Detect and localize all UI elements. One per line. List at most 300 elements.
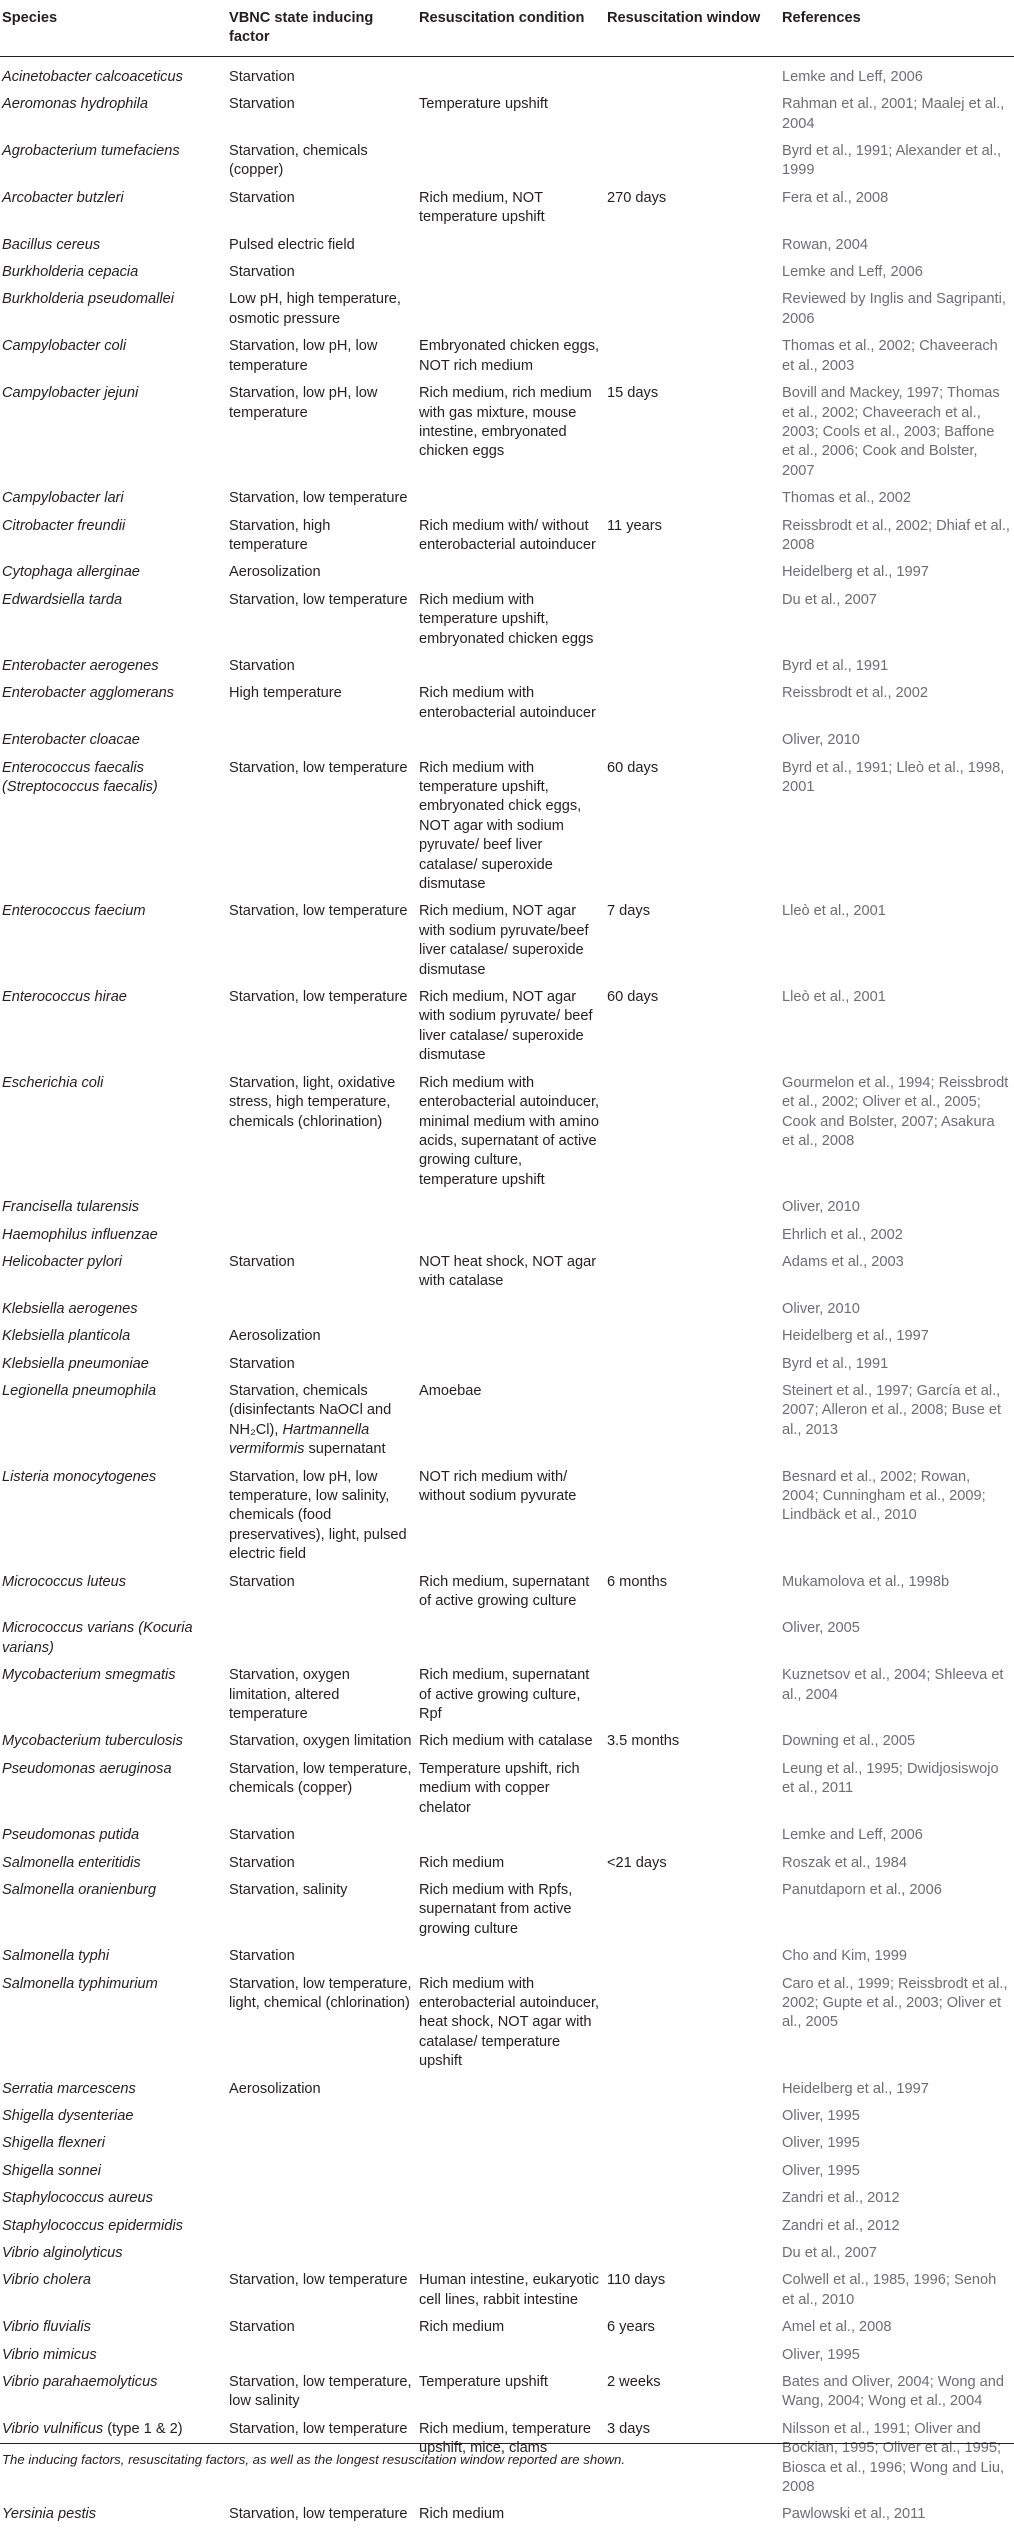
resuscitation-condition-cell (417, 56, 605, 91)
resuscitation-window-cell (605, 1971, 780, 2076)
species-cell: Enterococcus faecium (2, 903, 146, 920)
inducing-factor-cell: Starvation, chemicals (disinfectants NaOCl and NH₂Cl), Hartmannella vermiformis supernatant (229, 1382, 392, 1458)
table-row (0, 2130, 1014, 2157)
resuscitation-condition-cell: Amoebae (419, 1382, 482, 1399)
resuscitation-window-cell: 6 years (607, 2319, 655, 2336)
resuscitation-window-cell (605, 56, 780, 91)
species-cell: Vibrio cholera (2, 2272, 91, 2289)
resuscitation-condition-cell (417, 727, 605, 754)
resuscitation-condition-cell: Rich medium (419, 1854, 505, 1871)
table-row (0, 56, 1014, 91)
table-row (0, 1756, 1014, 1822)
resuscitation-window-cell (605, 1464, 780, 1569)
table-row (0, 1296, 1014, 1323)
table-row (0, 2076, 1014, 2103)
table-row (0, 653, 1014, 680)
resuscitation-condition-cell: Rich medium (419, 2506, 505, 2523)
table-row (0, 485, 1014, 512)
references-cell: Oliver, 2010 (782, 1199, 860, 1216)
inducing-factor-cell: Aerosolization (229, 2080, 321, 2097)
resuscitation-condition-cell: Rich medium with enterobacterial autoinducer, minimal medium with amino acids, supernatant of active growing culture, temperature upshift (419, 1074, 600, 1188)
species-cell: Mycobacterium smegmatis (2, 1667, 176, 1684)
table-row (0, 587, 1014, 653)
header-factor: VBNC state inducing factor (227, 0, 417, 56)
references-cell: Bates and Oliver, 2004; Wong and Wang, 2004; Wong et al., 2004 (782, 2374, 1005, 2410)
resuscitation-condition-cell (417, 1296, 605, 1323)
inducing-factor-cell: Starvation, low temperature (229, 2420, 408, 2437)
species-cell: Micrococcus luteus (2, 1573, 127, 1590)
references-cell: Thomas et al., 2002; Chaveerach et al., 2003 (782, 338, 998, 374)
inducing-factor-cell: Starvation (229, 1827, 295, 1844)
resuscitation-window-cell: 3.5 months (607, 1733, 680, 1750)
resuscitation-window-cell: 2 weeks (607, 2374, 661, 2391)
references-cell: Steinert et al., 1997; García et al., 2007; Alleron et al., 2008; Buse et al., 2013 (782, 1382, 1002, 1438)
table-footnote: The inducing factors, resuscitating factors, as well as the longest resuscitation window reported are shown. (2, 2452, 626, 2467)
references-cell: Lleò et al., 2001 (782, 989, 886, 1006)
species-cell: Vibrio vulnificus (type 1 & 2) (2, 2420, 183, 2437)
table-header (0, 0, 1014, 56)
species-cell: Acinetobacter calcoaceticus (2, 68, 183, 85)
table-row (0, 1971, 1014, 2076)
references-cell: Oliver, 2005 (782, 1620, 860, 1637)
resuscitation-condition-cell (417, 559, 605, 586)
table-row (0, 680, 1014, 727)
resuscitation-condition-cell (417, 2103, 605, 2130)
table-row (0, 559, 1014, 586)
table-row (0, 286, 1014, 333)
inducing-factor-cell (227, 2185, 417, 2212)
resuscitation-window-cell (605, 91, 780, 138)
resuscitation-condition-cell: Temperature upshift (419, 2374, 548, 2391)
resuscitation-condition-cell: Rich medium with temperature upshift, embryonated chicken eggs (419, 591, 594, 647)
references-cell: Reissbrodt et al., 2002 (782, 685, 929, 702)
table-row (0, 2314, 1014, 2341)
resuscitation-condition-cell (417, 1351, 605, 1378)
references-cell: Oliver, 1995 (782, 2162, 860, 2179)
table-row (0, 138, 1014, 185)
inducing-factor-cell: Pulsed electric field (229, 236, 355, 253)
table-row (0, 1323, 1014, 1350)
resuscitation-condition-cell (417, 2076, 605, 2103)
resuscitation-window-cell: 6 months (607, 1573, 668, 1590)
inducing-factor-cell (227, 2213, 417, 2240)
inducing-factor-cell (227, 1615, 417, 1662)
inducing-factor-cell: Starvation (229, 189, 295, 206)
species-cell: Shigella sonnei (2, 2162, 101, 2179)
header-condition: Resuscitation condition (417, 0, 605, 56)
header-window: Resuscitation window (605, 0, 780, 56)
resuscitation-condition-cell (417, 2213, 605, 2240)
inducing-factor-cell: Starvation, low temperature, low salinity (229, 2374, 412, 2410)
species-cell: Enterobacter aerogenes (2, 657, 159, 674)
inducing-factor-cell: Starvation (229, 2319, 295, 2336)
resuscitation-window-cell (605, 1296, 780, 1323)
table-row (0, 1378, 1014, 1464)
references-cell: Byrd et al., 1991; Lleò et al., 1998, 2001 (782, 759, 1005, 795)
table-row (0, 1822, 1014, 1849)
table-row (0, 333, 1014, 380)
resuscitation-window-cell (605, 333, 780, 380)
references-cell: Kuznetsov et al., 2004; Shleeva et al., 2004 (782, 1667, 1004, 1703)
resuscitation-condition-cell: NOT rich medium with/ without sodium pyvurate (419, 1468, 577, 1504)
table-row (0, 898, 1014, 984)
inducing-factor-cell: Starvation, salinity (229, 1881, 348, 1898)
resuscitation-condition-cell: Rich medium, NOT agar with sodium pyruvate/ beef liver catalase/ superoxide dismutase (419, 989, 593, 1064)
resuscitation-condition-cell (417, 2158, 605, 2185)
resuscitation-window-cell (605, 559, 780, 586)
species-cell: Cytophaga allerginae (2, 564, 140, 581)
inducing-factor-cell (227, 727, 417, 754)
resuscitation-condition-cell: Rich medium, NOT temperature upshift (419, 189, 545, 226)
table-row (0, 232, 1014, 259)
table-row (0, 1877, 1014, 1943)
inducing-factor-cell: Starvation, oxygen limitation (229, 1733, 412, 1750)
species-cell: Listeria monocytogenes (2, 1468, 157, 1485)
species-cell: Legionella pneumophila (2, 1382, 157, 1399)
inducing-factor-cell: High temperature (229, 685, 342, 702)
inducing-factor-cell (227, 2240, 417, 2267)
resuscitation-window-cell (605, 2501, 780, 2528)
species-cell: Arcobacter butzleri (2, 189, 124, 206)
resuscitation-window-cell: <21 days (607, 1854, 667, 1871)
species-cell: Vibrio mimicus (2, 2346, 97, 2363)
species-cell: Klebsiella pneumoniae (2, 1355, 149, 1372)
species-cell: Micrococcus varians (Kocuria varians) (2, 1620, 193, 1656)
table-row (0, 380, 1014, 485)
references-cell: Cho and Kim, 1999 (782, 1948, 907, 1965)
resuscitation-window-cell (605, 1222, 780, 1249)
references-cell: Heidelberg et al., 1997 (782, 564, 929, 581)
resuscitation-window-cell: 110 days (607, 2272, 666, 2289)
inducing-factor-cell: Aerosolization (229, 1328, 321, 1345)
resuscitation-window-cell (605, 1662, 780, 1728)
resuscitation-condition-cell (417, 2342, 605, 2369)
resuscitation-condition-cell: Rich medium, supernatant of active growing culture, Rpf (419, 1667, 590, 1723)
species-cell: Enterobacter cloacae (2, 732, 140, 749)
inducing-factor-cell: Starvation, low temperature (229, 989, 408, 1006)
species-cell: Enterococcus faecalis (Streptococcus faecalis) (2, 759, 158, 795)
inducing-factor-cell: Starvation (229, 1573, 295, 1590)
species-cell: Escherichia coli (2, 1074, 104, 1091)
resuscitation-condition-cell (417, 2185, 605, 2212)
resuscitation-condition-cell: Rich medium with enterobacterial autoinducer, heat shock, NOT agar with catalase/ temperature upshift (419, 1975, 600, 2070)
inducing-factor-cell: Starvation, low temperature (229, 759, 408, 776)
references-cell: Mukamolova et al., 1998b (782, 1573, 950, 1590)
resuscitation-window-cell (605, 2240, 780, 2267)
inducing-factor-cell: Starvation, low temperature (229, 591, 408, 608)
references-cell: Oliver, 1995 (782, 2107, 860, 2124)
resuscitation-condition-cell: Rich medium, temperature upshift, mice, clams (419, 2420, 591, 2457)
references-cell: Rahman et al., 2001; Maalej et al., 2004 (782, 96, 1005, 132)
references-cell: Panutdaporn et al., 2006 (782, 1881, 942, 1898)
inducing-factor-cell: Starvation, low temperature (229, 2506, 408, 2523)
resuscitation-condition-cell: Rich medium with catalase (419, 1733, 593, 1750)
species-cell: Francisella tularensis (2, 1199, 140, 1216)
table-row (0, 1351, 1014, 1378)
references-cell: Heidelberg et al., 1997 (782, 1328, 929, 1345)
table-row (0, 259, 1014, 286)
inducing-factor-cell: Starvation, low pH, low temperature (229, 385, 378, 421)
inducing-factor-cell (227, 2103, 417, 2130)
references-cell: Oliver, 2010 (782, 1300, 860, 1317)
resuscitation-condition-cell: Rich medium (419, 2319, 505, 2336)
resuscitation-condition-cell (417, 1323, 605, 1350)
resuscitation-window-cell (605, 232, 780, 259)
table-row (0, 91, 1014, 138)
species-cell: Helicobacter pylori (2, 1253, 123, 1270)
references-cell: Reissbrodt et al., 2002; Dhiaf et al., 2008 (782, 517, 1010, 553)
references-cell: Byrd et al., 1991 (782, 1355, 889, 1372)
resuscitation-window-cell (605, 2103, 780, 2130)
references-cell: Adams et al., 2003 (782, 1253, 904, 1270)
species-cell: Shigella flexneri (2, 2135, 106, 2152)
inducing-factor-cell (227, 2342, 417, 2369)
references-cell: Besnard et al., 2002; Rowan, 2004; Cunningham et al., 2009; Lindbäck et al., 2010 (782, 1468, 986, 1524)
references-cell: Oliver, 1995 (782, 2135, 860, 2152)
references-cell: Thomas et al., 2002 (782, 490, 911, 507)
references-cell: Roszak et al., 1984 (782, 1854, 907, 1871)
species-cell: Enterococcus hirae (2, 989, 127, 1006)
references-cell: Caro et al., 1999; Reissbrodt et al., 2002; Gupte et al., 2003; Oliver et al., 2005 (782, 1975, 1008, 2031)
inducing-factor-cell: Starvation (229, 1948, 295, 1965)
references-cell: Leung et al., 1995; Dwidjosiswojo et al., 2011 (782, 1760, 999, 1797)
references-cell: Pawlowski et al., 2011 (782, 2506, 926, 2523)
resuscitation-condition-cell (417, 1194, 605, 1221)
resuscitation-condition-cell: Rich medium, NOT agar with sodium pyruvate/beef liver catalase/ superoxide dismutase (419, 903, 589, 978)
resuscitation-window-cell: 11 years (607, 517, 662, 534)
species-name-inline: Hartmannella vermiformis (229, 1421, 370, 1458)
references-cell: Fera et al., 2008 (782, 189, 889, 206)
inducing-factor-cell: Starvation (229, 1355, 295, 1372)
resuscitation-condition-cell (417, 1222, 605, 1249)
inducing-factor-cell: Starvation (229, 96, 295, 113)
species-cell: Vibrio parahaemolyticus (2, 2374, 158, 2391)
table-row (0, 2213, 1014, 2240)
species-qualifier: (type 1 & 2) (107, 2420, 183, 2437)
resuscitation-condition-cell (417, 138, 605, 185)
table-row (0, 2501, 1014, 2528)
resuscitation-window-cell (605, 2185, 780, 2212)
resuscitation-window-cell: 7 days (607, 903, 650, 920)
species-cell: Mycobacterium tuberculosis (2, 1733, 183, 1750)
inducing-factor-cell (227, 1222, 417, 1249)
resuscitation-window-cell (605, 1194, 780, 1221)
table-row (0, 2185, 1014, 2212)
species-cell: Staphylococcus epidermidis (2, 2217, 183, 2234)
species-cell: Bacillus cereus (2, 236, 101, 253)
resuscitation-window-cell (605, 1615, 780, 1662)
species-cell: Campylobacter jejuni (2, 385, 139, 402)
resuscitation-condition-cell: Temperature upshift, rich medium with copper chelator (419, 1760, 580, 1816)
references-cell: Du et al., 2007 (782, 2245, 877, 2261)
resuscitation-window-cell (605, 2130, 780, 2157)
species-cell: Pseudomonas putida (2, 1827, 140, 1844)
references-cell: Lleò et al., 2001 (782, 903, 886, 920)
species-cell: Klebsiella planticola (2, 1328, 131, 1345)
table-row (0, 1194, 1014, 1221)
resuscitation-condition-cell (417, 2130, 605, 2157)
references-cell: Zandri et al., 2012 (782, 2190, 900, 2207)
resuscitation-window-cell (605, 1877, 780, 1943)
references-cell: Du et al., 2007 (782, 591, 877, 608)
references-cell: Byrd et al., 1991 (782, 657, 889, 674)
resuscitation-window-cell: 60 days (607, 759, 659, 776)
resuscitation-condition-cell (417, 286, 605, 333)
table-row (0, 1249, 1014, 1296)
header-species: Species (0, 0, 227, 56)
inducing-factor-cell: Starvation (229, 1854, 295, 1871)
inducing-factor-cell: Aerosolization (229, 564, 321, 581)
resuscitation-condition-cell (417, 485, 605, 512)
references-cell: Oliver, 2010 (782, 732, 860, 749)
resuscitation-condition-cell (417, 2240, 605, 2267)
inducing-factor-cell: Starvation, oxygen limitation, altered temperature (229, 1667, 350, 1723)
species-cell: Campylobacter lari (2, 490, 124, 507)
inducing-factor-cell: Starvation, low temperature (229, 903, 408, 920)
species-cell: Aeromonas hydrophila (2, 96, 149, 113)
table-row (0, 1943, 1014, 1970)
species-cell: Enterobacter agglomerans (2, 685, 174, 702)
resuscitation-condition-cell: Rich medium, rich medium with gas mixture, mouse intestine, embryonated chicken eggs (419, 385, 592, 460)
resuscitation-condition-cell: Embryonated chicken eggs, NOT rich medium (419, 338, 600, 374)
inducing-factor-cell: Starvation (229, 68, 295, 85)
species-cell: Salmonella typhimurium (2, 1975, 158, 1992)
table-row (0, 2240, 1014, 2267)
species-cell: Salmonella enteritidis (2, 1854, 141, 1871)
references-cell: Bovill and Mackey, 1997; Thomas et al., 2002; Chaveerach et al., 2003; Cools et al., 2003; Baffone et al., 2006; Cook and Bolster, 2007 (782, 385, 1000, 479)
references-cell: Ehrlich et al., 2002 (782, 1226, 903, 1243)
table-row (0, 513, 1014, 560)
resuscitation-condition-cell: NOT heat shock, NOT agar with catalase (419, 1253, 597, 1290)
references-cell: Zandri et al., 2012 (782, 2217, 900, 2234)
species-cell: Shigella dysenteriae (2, 2107, 134, 2124)
resuscitation-condition-cell (417, 1615, 605, 1662)
resuscitation-window-cell (605, 2213, 780, 2240)
resuscitation-condition-cell (417, 1943, 605, 1970)
inducing-factor-cell: Starvation (229, 657, 295, 674)
references-cell: Amel et al., 2008 (782, 2319, 892, 2336)
resuscitation-window-cell (605, 1378, 780, 1464)
resuscitation-condition-cell: Temperature upshift (419, 96, 548, 113)
inducing-factor-cell: Starvation, light, oxidative stress, high temperature, chemicals (chlorination) (229, 1074, 396, 1130)
references-cell: Heidelberg et al., 1997 (782, 2080, 929, 2097)
resuscitation-condition-cell: Rich medium with/ without enterobacterial autoinducer (419, 517, 596, 553)
species-cell: Edwardsiella tarda (2, 591, 123, 608)
references-cell: Gourmelon et al., 1994; Reissbrodt et al., 2002; Oliver et al., 2005; Cook and Bolster, 2007; Asakura et al., 2008 (782, 1074, 1009, 1149)
table-row (0, 2369, 1014, 2416)
references-cell: Downing et al., 2005 (782, 1733, 916, 1750)
references-cell: Oliver, 1995 (782, 2346, 860, 2363)
resuscitation-condition-cell: Rich medium with temperature upshift, embryonated chick eggs, NOT agar with sodium pyruvate/ beef liver catalase/ superoxide dismutase (419, 759, 582, 893)
species-cell: Vibrio alginolyticus (2, 2245, 123, 2261)
resuscitation-condition-cell: Rich medium with enterobacterial autoinducer (419, 685, 596, 721)
resuscitation-window-cell (605, 259, 780, 286)
inducing-factor-cell: Starvation (229, 264, 295, 281)
table-row (0, 727, 1014, 754)
resuscitation-condition-cell: Rich medium, supernatant of active growing culture (419, 1573, 590, 1610)
species-cell: Vibrio fluvialis (2, 2319, 91, 2336)
resuscitation-window-cell (605, 1822, 780, 1849)
table-row (0, 1662, 1014, 1728)
resuscitation-condition-cell (417, 232, 605, 259)
resuscitation-window-cell (605, 286, 780, 333)
resuscitation-window-cell (605, 2342, 780, 2369)
table-row (0, 2103, 1014, 2130)
resuscitation-window-cell (605, 680, 780, 727)
resuscitation-window-cell (605, 727, 780, 754)
species-cell: Yersinia pestis (2, 2506, 97, 2523)
resuscitation-window-cell (605, 587, 780, 653)
references-cell: Lemke and Leff, 2006 (782, 264, 923, 281)
table-row (0, 1569, 1014, 1616)
resuscitation-condition-cell (417, 1822, 605, 1849)
inducing-factor-cell: Low pH, high temperature, osmotic pressure (229, 291, 401, 327)
table-row (0, 1728, 1014, 1755)
species-cell: Pseudomonas aeruginosa (2, 1760, 172, 1777)
resuscitation-window-cell (605, 1070, 780, 1194)
inducing-factor-cell: Starvation, low temperature, chemicals (copper) (229, 1760, 412, 1797)
species-cell: Salmonella oranienburg (2, 1881, 157, 1898)
resuscitation-window-cell (605, 2158, 780, 2185)
table-row (0, 185, 1014, 232)
inducing-factor-cell (227, 2130, 417, 2157)
inducing-factor-cell: Starvation, low temperature (229, 490, 408, 507)
resuscitation-window-cell (605, 653, 780, 680)
resuscitation-window-cell (605, 1323, 780, 1350)
references-cell: Colwell et al., 1985, 1996; Senoh et al., 2010 (782, 2272, 997, 2308)
references-cell: Reviewed by Inglis and Sagripanti, 2006 (782, 291, 1006, 327)
references-cell: Lemke and Leff, 2006 (782, 1827, 923, 1844)
resuscitation-condition-cell (417, 259, 605, 286)
species-cell: Agrobacterium tumefaciens (2, 143, 180, 160)
references-cell: Lemke and Leff, 2006 (782, 68, 923, 85)
header-references: References (780, 0, 1014, 56)
header-row (0, 0, 1014, 56)
references-cell: Rowan, 2004 (782, 236, 869, 253)
species-cell: Salmonella typhi (2, 1948, 110, 1965)
resuscitation-condition-cell (417, 653, 605, 680)
inducing-factor-cell: Starvation, chemicals (copper) (229, 143, 368, 179)
references-cell: Nilsson et al., 1991; Oliver and Bockian, 1995; Oliver et al., 1995; Biosca et al., 1996; Wong and Liu, 2008 (782, 2420, 1005, 2496)
table-bottom-rule (0, 2443, 1014, 2444)
inducing-factor-cell: Starvation (229, 1253, 295, 1270)
table-row (0, 2342, 1014, 2369)
resuscitation-window-cell (605, 1756, 780, 1822)
table-row (0, 1464, 1014, 1569)
table-row (0, 2158, 1014, 2185)
species-cell: Citrobacter freundii (2, 517, 126, 534)
resuscitation-window-cell: 15 days (607, 385, 659, 402)
species-cell: Serratia marcescens (2, 2080, 136, 2097)
inducing-factor-cell: Starvation, low pH, low temperature, low salinity, chemicals (food preservatives), light, pulsed electric field (229, 1468, 407, 1563)
table-row (0, 1070, 1014, 1194)
table-row (0, 984, 1014, 1070)
inducing-factor-cell (227, 2158, 417, 2185)
inducing-factor-cell: Starvation, high temperature (229, 517, 331, 553)
species-cell: Burkholderia cepacia (2, 264, 139, 281)
inducing-factor-cell: Starvation, low pH, low temperature (229, 338, 378, 374)
species-cell: Campylobacter coli (2, 338, 127, 355)
inducing-factor-cell (227, 1296, 417, 1323)
resuscitation-window-cell: 270 days (607, 189, 667, 206)
resuscitation-window-cell: 3 days (607, 2420, 650, 2437)
species-cell: Haemophilus influenzae (2, 1226, 158, 1243)
inducing-factor-cell: Starvation, low temperature, light, chemical (chlorination) (229, 1975, 412, 2011)
resuscitation-window-cell (605, 2076, 780, 2103)
resuscitation-window-cell (605, 485, 780, 512)
table-row (0, 1222, 1014, 1249)
resuscitation-window-cell (605, 1249, 780, 1296)
